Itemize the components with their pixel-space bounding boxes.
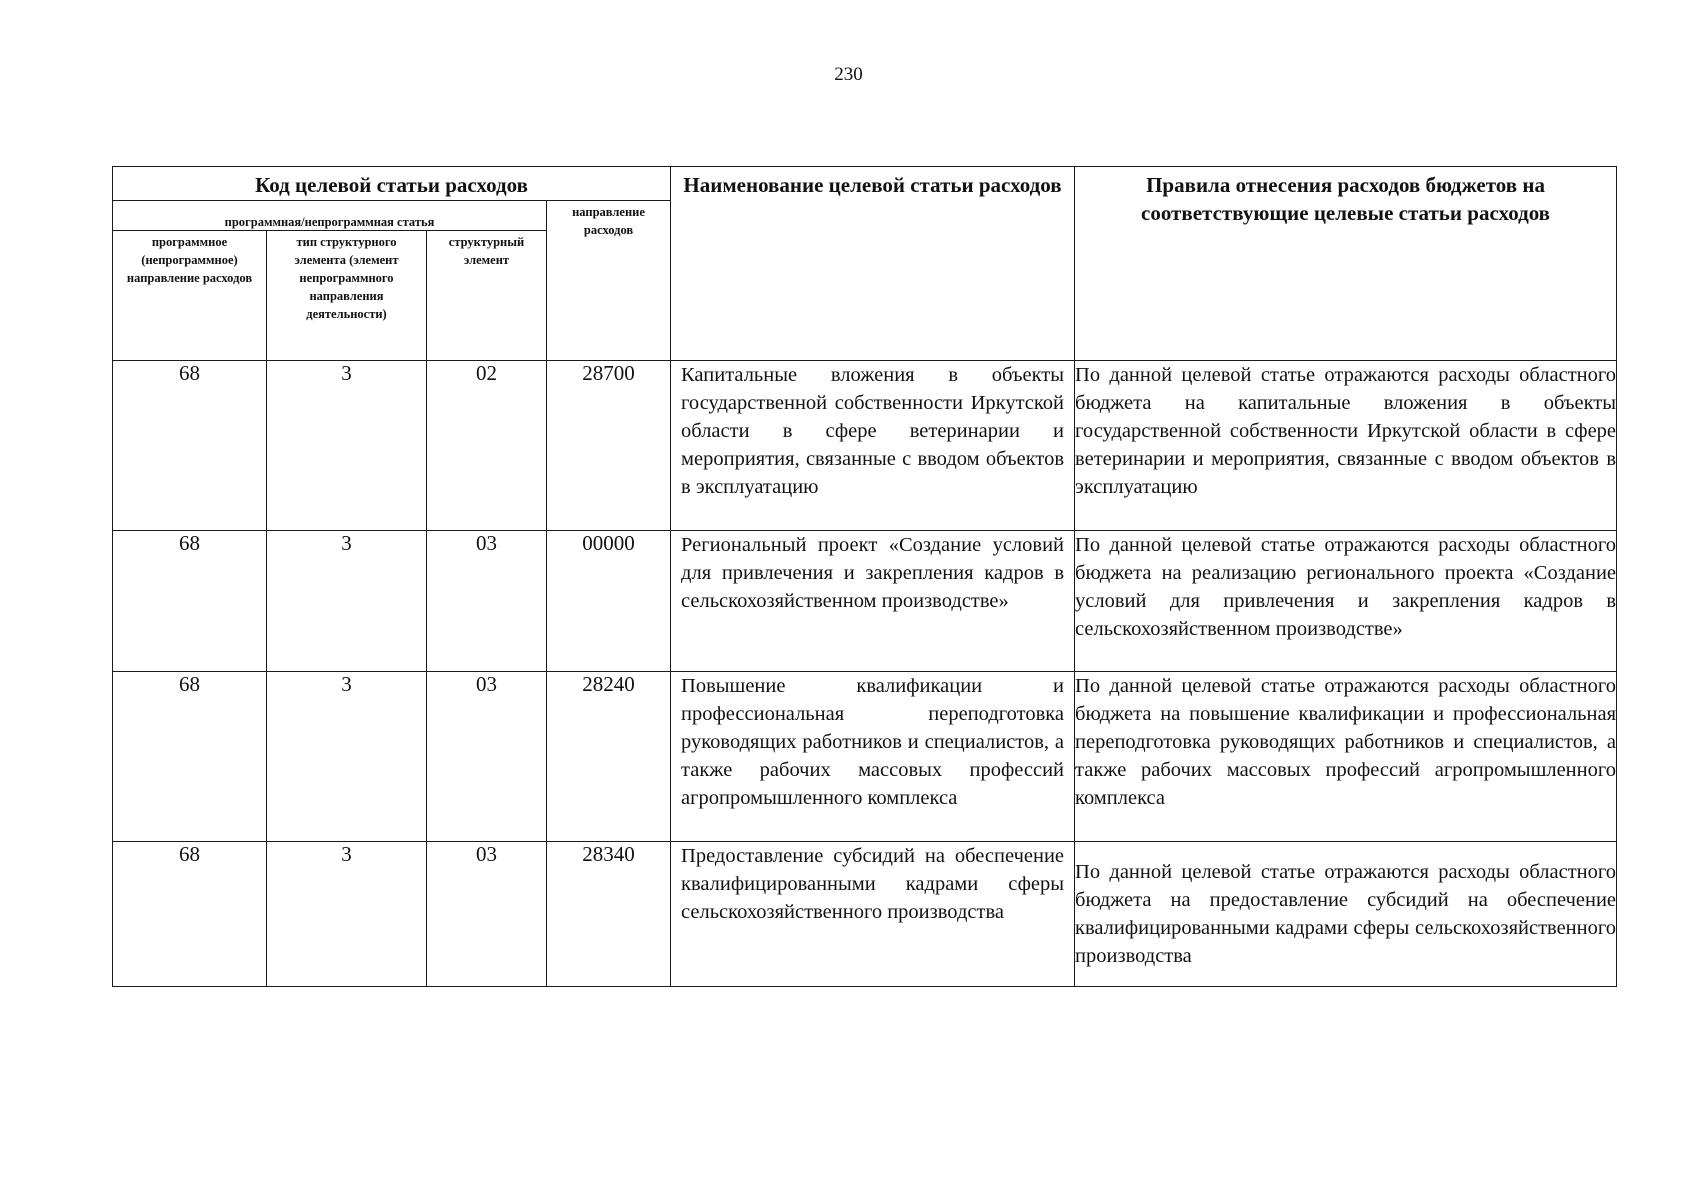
program-code: 68 (113, 531, 267, 672)
article-name: Капитальные вложения в объекты государственной собственности Иркутской области в сфере ветеринарии и мероприятия, связанные с вводом объектов в эксплуатацию (671, 361, 1075, 531)
table-row (113, 531, 1617, 672)
structural-type-header: тип структурного элемента (элемент непрограммного направления деятельности) (294, 235, 399, 321)
name-header: Наименование целевой статьи расходов (683, 173, 1062, 197)
article-name: Повышение квалификации и профессиональная переподготовка руководящих работников и специалистов, а также рабочих массовых профессий агропромышленного комплекса (671, 672, 1075, 842)
article-name: Предоставление субсидий на обеспечение квалифицированными кадрами сферы сельскохозяйственного производства (671, 842, 1075, 987)
type-code: 3 (267, 531, 427, 672)
rules-header: Правила отнесения расходов бюджетов на соответствующие целевые статьи расходов (1141, 173, 1551, 225)
element-code: 03 (427, 672, 547, 842)
article-rule: По данной целевой статье отражаются расходы областного бюджета на реализацию регионального проекта «Создание условий для привлечения и закрепления кадров в сельскохозяйственном производстве» (1075, 531, 1617, 672)
structural-element-header: структурный элемент (448, 235, 525, 267)
code-header: Код целевой статьи расходов (255, 173, 528, 197)
page-number: 230 (834, 64, 863, 85)
article-rule: По данной целевой статье отражаются расходы областного бюджета на повышение квалификации и профессиональная переподготовка руководящих работников и специалистов, а также рабочих массовых профессий агропромышленного комплекса (1075, 672, 1617, 842)
name-header-cell (671, 167, 1075, 361)
direction-code: 28700 (547, 361, 671, 531)
element-code: 03 (427, 531, 547, 672)
direction-code: 00000 (547, 531, 671, 672)
type-code: 3 (267, 361, 427, 531)
program-code: 68 (113, 361, 267, 531)
structural-element-cell (427, 231, 547, 361)
type-code: 3 (267, 842, 427, 987)
direction-header-cell (547, 201, 671, 361)
article-rule: По данной целевой статье отражаются расходы областного бюджета на капитальные вложения в объекты государственной собственности Иркутской области в сфере ветеринарии и мероприятия, связанные с вводом объектов в эксплуатацию (1075, 361, 1617, 531)
structural-type-cell (267, 231, 427, 361)
article-rule: По данной целевой статье отражаются расходы областного бюджета на предоставление субсидий на обеспечение квалифицированными кадрами сферы сельскохозяйственного производства (1075, 842, 1617, 987)
program-article-header: программная/непрограммная статья (224, 215, 435, 229)
code-header-cell (113, 167, 671, 201)
element-code: 02 (427, 361, 547, 531)
article-name: Региональный проект «Создание условий для привлечения и закрепления кадров в сельскохозяйственном производстве» (671, 531, 1075, 672)
direction-code: 28340 (547, 842, 671, 987)
program-code: 68 (113, 842, 267, 987)
rules-header-cell (1075, 167, 1617, 361)
table-row (113, 842, 1617, 987)
element-code: 03 (427, 842, 547, 987)
header-row-1 (113, 167, 1617, 201)
table-row (113, 672, 1617, 842)
direction-code: 28240 (547, 672, 671, 842)
program-direction-cell (113, 231, 267, 361)
program-code: 68 (113, 672, 267, 842)
target-expense-codes-table (112, 166, 1617, 987)
table-row (113, 361, 1617, 531)
program-article-cell (113, 201, 547, 231)
type-code: 3 (267, 672, 427, 842)
program-direction-header: программное (непрограммное) направление расходов (126, 235, 253, 285)
spending-direction-header: направление расходов (572, 205, 645, 237)
